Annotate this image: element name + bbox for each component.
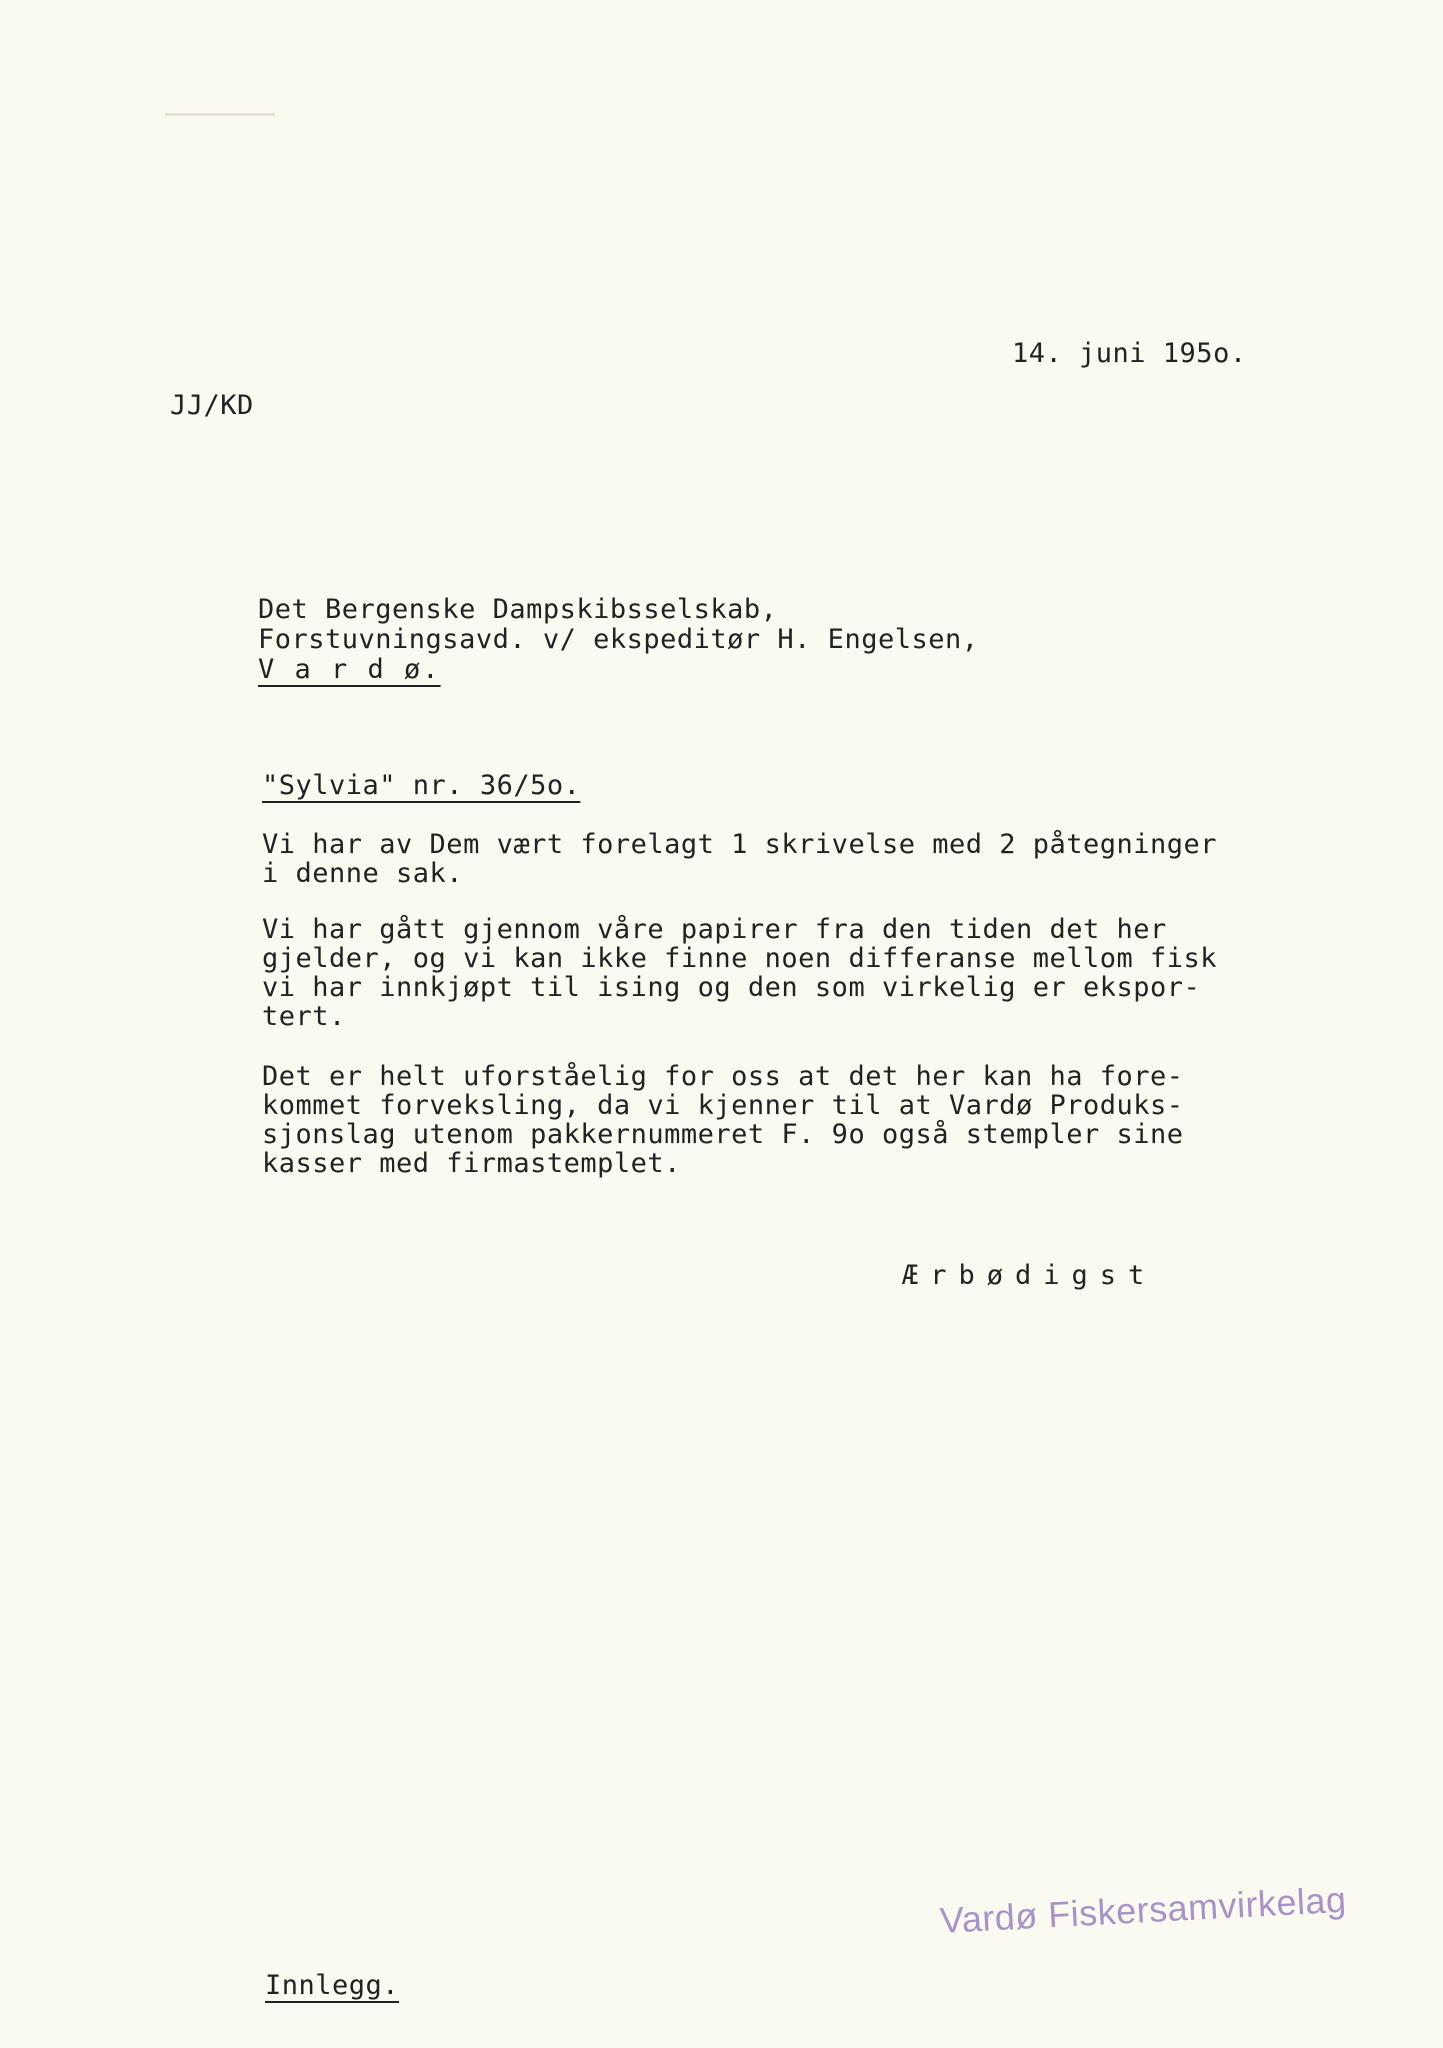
faint-mark (165, 113, 275, 116)
body-line: sjonslag utenom pakkernummeret F. 9o også stempler sine (262, 1119, 1184, 1150)
closing-salutation: Ærbødigst (902, 1260, 1157, 1291)
company-stamp: Vardø Fiskersamvirkelag (938, 1878, 1348, 1941)
body-line: kommet forveksling, da vi kjenner til at Vardø Produks- (262, 1090, 1184, 1121)
body-line: gjelder, og vi kan ikke finne noen differanse mellom fisk (262, 943, 1218, 974)
letter-date: 14. juni 195o. (1012, 338, 1247, 369)
recipient-line-2: Forstuvningsavd. v/ ekspeditør H. Engelsen, (258, 624, 979, 655)
enclosure-note: Innlegg. (265, 1970, 400, 2001)
body-line: tert. (262, 1001, 346, 1032)
body-line: Det er helt uforståelig for oss at det her kan ha fore- (262, 1061, 1184, 1092)
recipient-line-1: Det Bergenske Dampskibsselskab, (258, 594, 778, 625)
subject-line: "Sylvia" nr. 36/5o. (262, 770, 581, 801)
body-line: kasser med firmastemplet. (262, 1148, 681, 1179)
body-line: i denne sak. (262, 858, 464, 889)
body-line: Vi har av Dem vært forelagt 1 skrivelse med 2 påtegninger (262, 829, 1218, 860)
recipient-city: V a r d ø. (258, 654, 441, 685)
reference-initials: JJ/KD (170, 390, 254, 421)
body-line: Vi har gått gjennom våre papirer fra den tiden det her (262, 914, 1167, 945)
body-line: vi har innkjøpt til ising og den som virkelig er ekspor- (262, 972, 1201, 1003)
